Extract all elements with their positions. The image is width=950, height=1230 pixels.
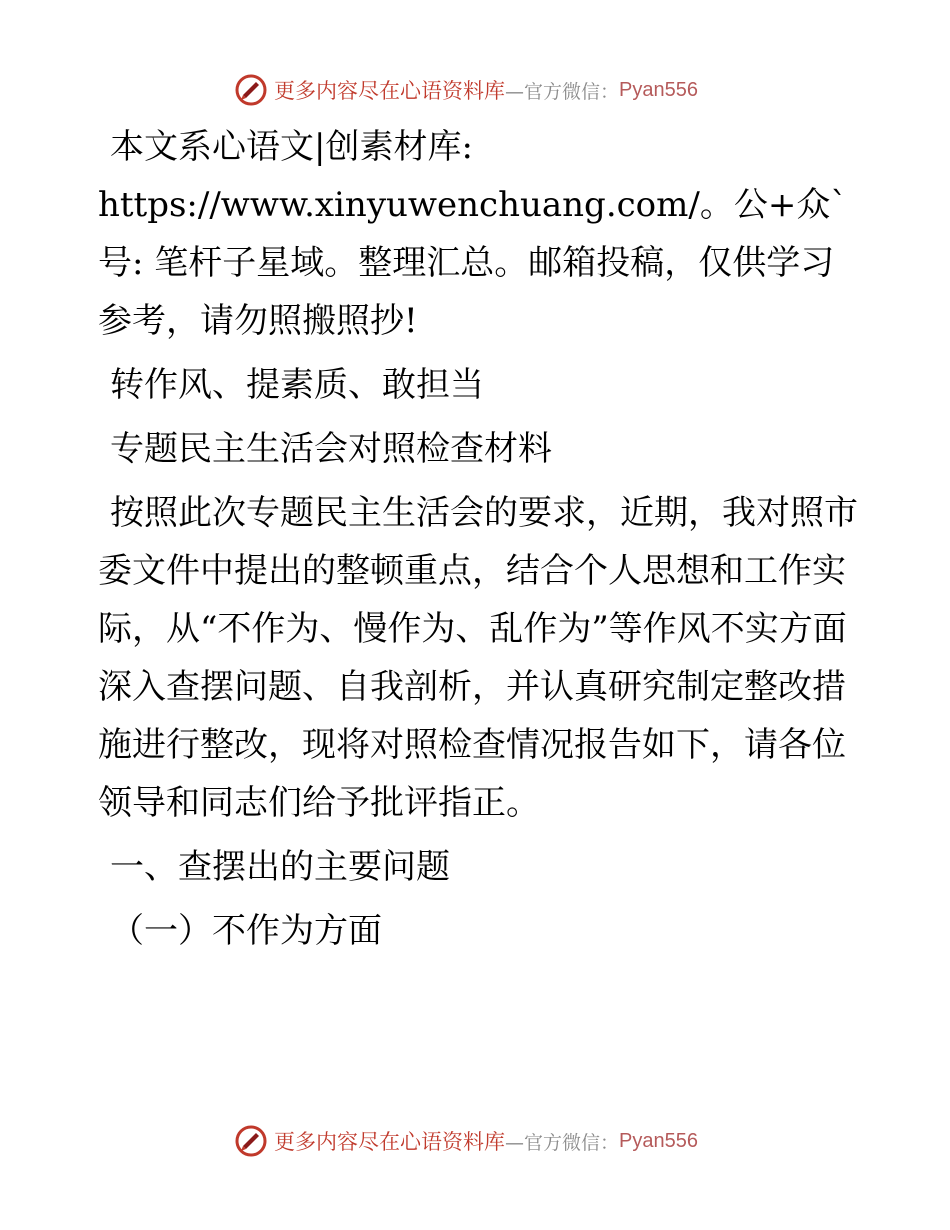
section-heading: 一、查摆出的主要问题	[110, 847, 450, 887]
header-watermark	[234, 70, 698, 110]
document-body	[98, 118, 858, 966]
subsection-heading: （一）不作为方面	[110, 911, 382, 951]
body-paragraph: 按照此次专题民主生活会的要求，近期，我对照市委文件中提出的整顿重点，结合个人思想和工作实际，从“不作为、慢作为、乱作为”等作风不实方面深入查摆问题、自我剖析，并认真研究制定整改措施进行整改，现将对照检查情况报告如下，请各位领导和同志们给予批评指正。	[98, 493, 858, 823]
watermark-separator: —官方微信：	[505, 80, 620, 103]
footer-watermark	[234, 1121, 698, 1161]
watermark-separator: —官方微信：	[505, 1131, 620, 1154]
intro-paragraph: 本文系心语文|创素材库: https://www.xinyuwenchuang.com/。公+众`号: 笔杆子星域。整理汇总。邮箱投稿，仅供学习参考，请勿照搬照抄!	[98, 127, 848, 341]
document-title-line1: 转作风、提素质、敢担当	[110, 365, 484, 405]
pen-logo-icon	[234, 1124, 268, 1158]
pen-logo-icon	[234, 73, 268, 107]
watermark-title: 更多内容尽在心语资料库	[274, 1130, 505, 1154]
watermark-title: 更多内容尽在心语资料库	[274, 79, 505, 103]
document-title-line2: 专题民主生活会对照检查材料	[110, 429, 552, 469]
watermark-wechat-id: Pyan556	[619, 1129, 698, 1152]
watermark-wechat-id: Pyan556	[619, 78, 698, 101]
